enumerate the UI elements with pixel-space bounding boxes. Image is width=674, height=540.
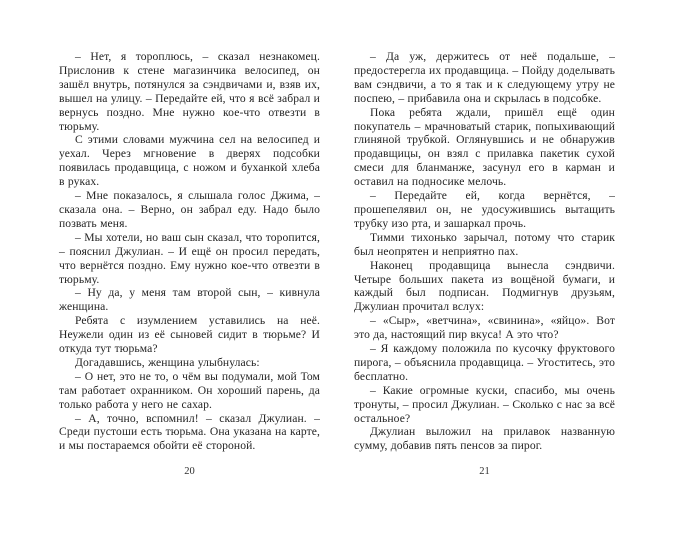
paragraph: Тимми тихонько зарычал, потому что старик был неопрятен и неприятно пах. <box>354 230 615 258</box>
page-left <box>59 50 320 540</box>
page-number-left: 20 <box>184 466 195 478</box>
paragraph: – «Сыр», «ветчина», «свинина», «яйцо». Вот это да, настоящий пир вкуса! А это что? <box>354 314 615 342</box>
paragraph: – О нет, это не то, о чём вы подумали, мой Том там работает охранником. Он хороший парень, да только работа у него не сахар. <box>59 369 320 411</box>
paragraph: – Какие огромные куски, спасибо, мы очень тронуты, – просил Джулиан. – Сколько с нас за всё остальное? <box>354 383 615 425</box>
paragraph: – А, точно, вспомнил! – сказал Джулиан. – Среди пустоши есть тюрьма. Она указана на карте, и мы постараемся обойти её стороной. <box>59 411 320 453</box>
paragraph: – Да уж, держитесь от неё подальше, – предостерегла их продавщица. – Пойду доделывать вам сэндвичи, а то я так и к следующему утру не поспею, – прибавила она и скрылась в подсобке. <box>354 50 615 105</box>
page-left-text <box>59 50 320 453</box>
paragraph: Догадавшись, женщина улыбнулась: <box>75 355 260 369</box>
paragraph: – Мне показалось, я слышала голос Джима, – сказала она. – Верно, он забрал еду. Надо было позвать меня. <box>59 189 320 230</box>
paragraph: – Нет, я тороплюсь, – сказал незнакомец. Прислонив к стене магазинчика велосипед, он зашёл внутрь, потянулся за сэндвичами и, взяв их, вышел на улицу. – Передайте ей, что я всё забрал и вернусь поздно. Мне нужно кое-что отвезти в тюрьму. <box>59 50 320 133</box>
page-right <box>354 50 615 540</box>
paragraph: Джулиан выложил на прилавок названную сумму, добавив пять пенсов за пирог. <box>354 425 615 453</box>
paragraph: – Я каждому положила по кусочку фруктового пирога, – объяснила продавщица. – Угоститесь, это бесплатно. <box>354 342 615 383</box>
paragraph: – Мы хотели, но ваш сын сказал, что торопится, – пояснил Джулиан. – И ещё он просил передать, что вернётся поздно. Ему нужно кое-что отвезти в тюрьму. <box>59 230 320 286</box>
paragraph: Пока ребята ждали, пришёл ещё один покупатель – мрачноватый старик, попыхивающий глиняной трубкой. Оглянувшись и не обнаружив продавщицы, он взял с прилавка пакетик сухой смеси для бланманже, засунул его в карман и оставил на подносике мелочь. <box>354 105 615 189</box>
paragraph: – Передайте ей, когда вернётся, – прошепелявил он, не удосужившись вытащить трубку изо рта, и зашаркал прочь. <box>354 189 615 230</box>
paragraph: С этими словами мужчина сел на велосипед и уехал. Через мгновение в дверях подсобки появилась продавщица, с ножом и буханкой хлеба в руках. <box>59 133 320 189</box>
paragraph: Ребята с изумлением уставились на неё. Неужели один из её сыновей сидит в тюрьме? И откуда тут тюрьма? <box>59 314 320 356</box>
paragraph: Наконец продавщица вынесла сэндвичи. Четыре больших пакета из вощёной бумаги, и каждый был подписан. Подмигнув друзьям, Джулиан прочитал вслух: <box>354 258 615 314</box>
page-number-right: 21 <box>479 466 490 478</box>
page-right-text <box>354 50 615 453</box>
paragraph: – Ну да, у меня там второй сын, – кивнула женщина. <box>59 286 320 314</box>
